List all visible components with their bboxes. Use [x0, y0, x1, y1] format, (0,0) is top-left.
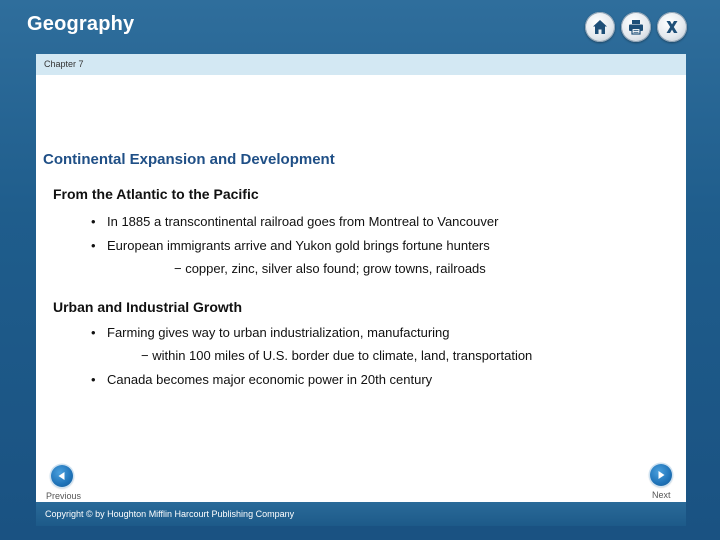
- bullet-dot: •: [91, 238, 96, 253]
- bullet-dot: •: [91, 325, 96, 340]
- home-icon: [591, 18, 609, 36]
- arrow-left-icon: [57, 471, 67, 481]
- copyright-text: Copyright © by Houghton Mifflin Harcourt Publishing Company: [45, 509, 295, 519]
- print-button[interactable]: [621, 12, 651, 42]
- arrow-right-icon: [656, 470, 666, 480]
- bullet-item: [91, 325, 450, 340]
- bullet-item: [91, 214, 498, 229]
- previous-button[interactable]: [51, 465, 73, 487]
- close-icon: [663, 18, 681, 36]
- previous-label[interactable]: Previous: [46, 491, 82, 501]
- bullet-dot: •: [91, 214, 96, 229]
- bullet-dot: •: [91, 372, 96, 387]
- bullet-text: In 1885 a transcontinental railroad goes from Montreal to Vancouver: [107, 214, 499, 229]
- home-button[interactable]: [585, 12, 615, 42]
- bullet-text: European immigrants arrive and Yukon gold brings fortune hunters: [107, 238, 490, 253]
- app-title: Geography: [27, 13, 135, 35]
- next-label[interactable]: Next: [652, 490, 671, 500]
- next-button[interactable]: [650, 464, 672, 486]
- chapter-bar: [36, 54, 686, 75]
- close-button[interactable]: [657, 12, 687, 42]
- sub-bullet-text: − copper, zinc, silver also found; grow towns, railroads: [174, 261, 486, 276]
- print-icon: [627, 18, 645, 36]
- slide-title: Continental Expansion and Development: [43, 151, 335, 168]
- bullet-item: [91, 238, 490, 253]
- section-heading: Urban and Industrial Growth: [53, 299, 243, 315]
- bullet-text: Canada becomes major economic power in 20th century: [107, 372, 433, 387]
- section-heading: From the Atlantic to the Pacific: [53, 186, 259, 202]
- chapter-label: Chapter 7: [44, 59, 84, 69]
- slide-content: [36, 75, 686, 502]
- bullet-text: Farming gives way to urban industrialization, manufacturing: [107, 325, 450, 340]
- footer-bar: [36, 502, 686, 526]
- bullet-item: [91, 372, 432, 387]
- sub-bullet-text: − within 100 miles of U.S. border due to climate, land, transportation: [141, 348, 533, 363]
